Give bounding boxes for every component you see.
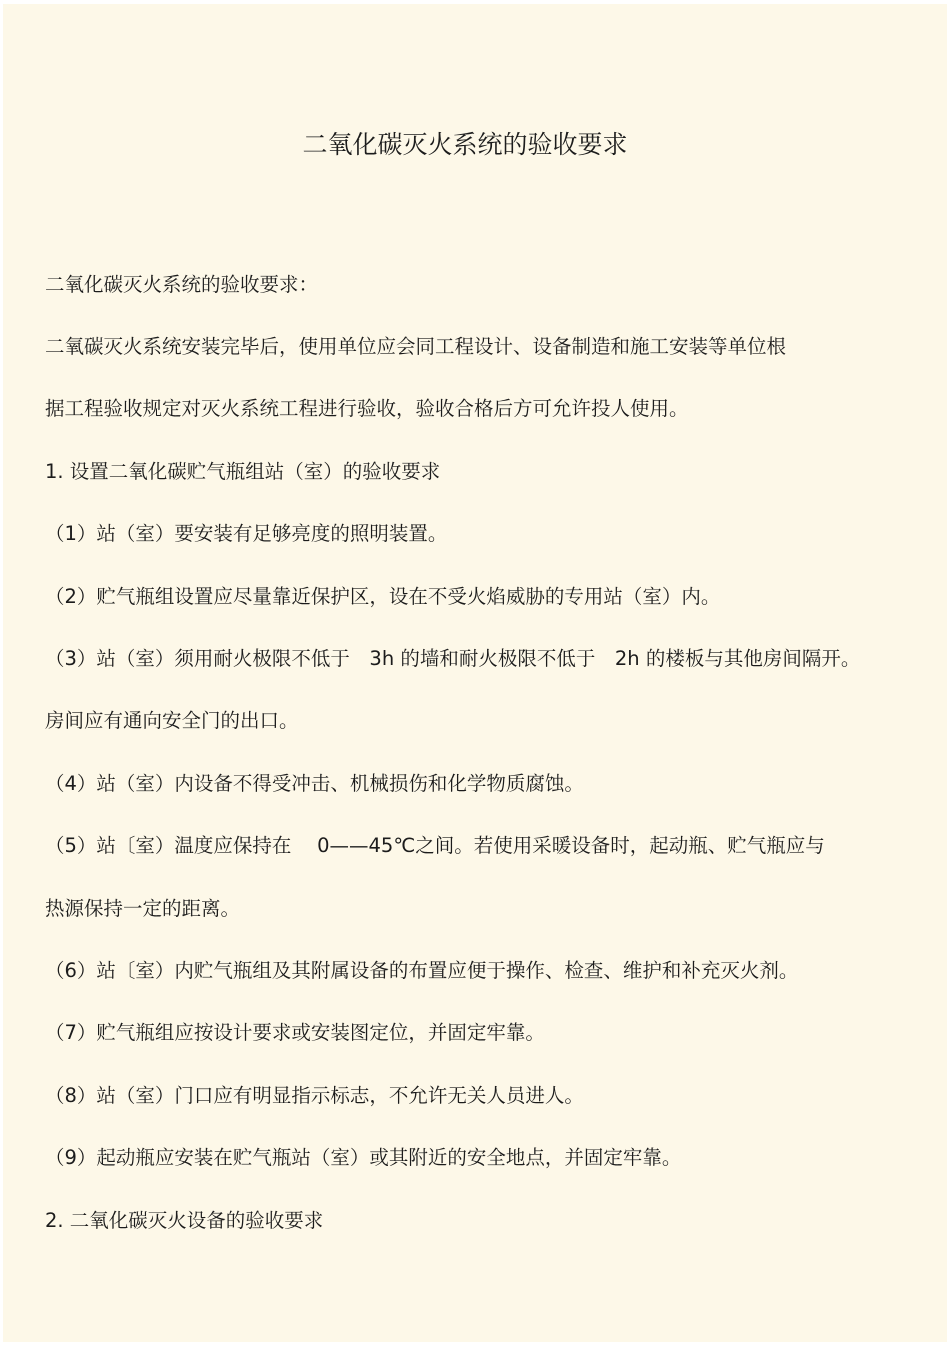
section-heading-1: 1. 设置二氧化碳贮气瓶组站（室）的验收要求 — [45, 460, 441, 483]
paragraph-line: 二氧碳灭火系统安装完毕后，使用单位应会同工程设计、设备制造和施工安装等单位根 — [45, 335, 787, 358]
document-title: 二氧化碳灭火系统的验收要求 — [302, 130, 628, 159]
list-item: （5）站〔室）温度应保持在 0——45℃之间。若使用采暖设备时，起动瓶、贮气瓶应与 — [45, 834, 825, 857]
list-item: （7）贮气瓶组应按设计要求或安装图定位，并固定牢靠。 — [45, 1021, 545, 1044]
section-heading-2: 2. 二氧化碳灭火设备的验收要求 — [45, 1209, 324, 1232]
list-item: （3）站（室）须用耐火极限不低于 3h 的墙和耐火极限不低于 2h 的楼板与其他房间隔开。 — [45, 647, 861, 670]
list-item: （8）站（室）门口应有明显指示标志，不允许无关人员进人。 — [45, 1084, 584, 1107]
list-item-continuation: 房间应有通向安全门的出口。 — [45, 709, 299, 732]
list-item: （2）贮气瓶组设置应尽量靠近保护区，设在不受火焰威胁的专用站（室）内。 — [45, 585, 721, 608]
document-page — [3, 4, 947, 1342]
list-item: （9）起动瓶应安装在贮气瓶站（室）或其附近的安全地点，并固定牢靠。 — [45, 1146, 682, 1169]
paragraph-line: 据工程验收规定对灭火系统工程进行验收，验收合格后方可允许投人使用。 — [45, 397, 689, 420]
list-item: （1）站（室）要安装有足够亮度的照明装置。 — [45, 522, 448, 545]
list-item: （6）站〔室）内贮气瓶组及其附属设备的布置应便于操作、检查、维护和补充灭火剂。 — [45, 959, 799, 982]
intro-heading: 二氧化碳灭火系统的验收要求： — [45, 273, 319, 296]
list-item-continuation: 热源保持一定的距离。 — [45, 897, 241, 920]
list-item: （4）站（室）内设备不得受冲击、机械损伤和化学物质腐蚀。 — [45, 772, 584, 795]
